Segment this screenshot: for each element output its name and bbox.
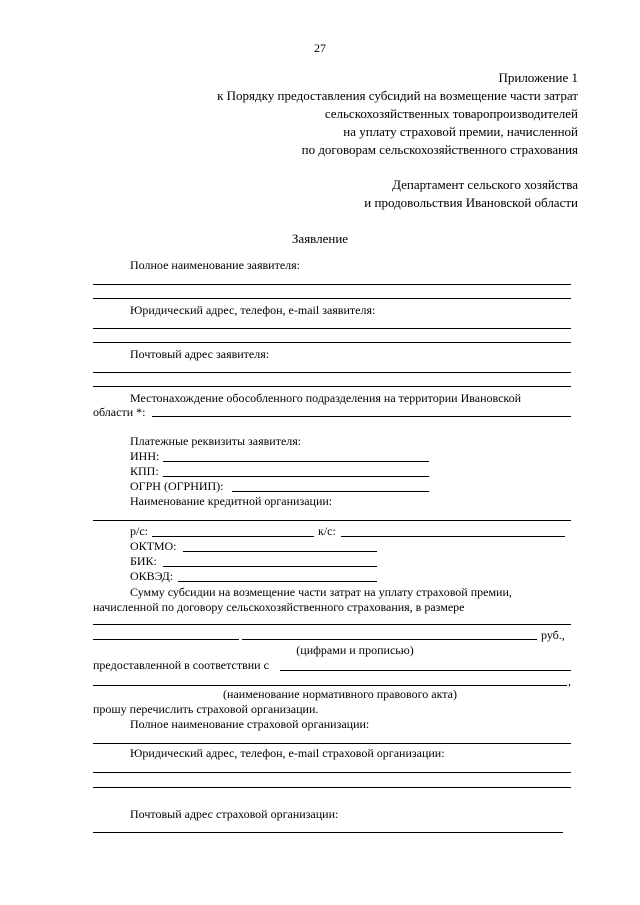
inn-label: ИНН: <box>130 449 160 463</box>
insurer-postal-line[interactable] <box>93 832 563 833</box>
oktmo-label: ОКТМО: <box>130 539 177 553</box>
kpp-field[interactable] <box>163 476 429 477</box>
sum-line-2a[interactable] <box>93 639 239 640</box>
provided-label: предоставленной в соответствии с <box>93 658 269 672</box>
digits-caption: (цифрами и прописью) <box>296 643 414 657</box>
oktmo-field[interactable] <box>183 551 377 552</box>
payment-label: Платежные реквизиты заявителя: <box>130 434 302 448</box>
okved-field[interactable] <box>178 581 377 582</box>
postal-address-line-2[interactable] <box>93 386 571 387</box>
appendix-line-1: Приложение 1 <box>498 70 578 85</box>
insurer-legal-line-2[interactable] <box>93 787 571 788</box>
sum-text-1: Сумму субсидии на возмещение части затрат на уплату страховой премии, <box>130 585 512 599</box>
insurer-postal-label: Почтовый адрес страховой организации: <box>130 807 339 821</box>
addressee-line-2: и продовольствия Ивановской области <box>364 195 578 210</box>
sum-line-1[interactable] <box>93 624 571 625</box>
bank-line[interactable] <box>93 520 571 521</box>
bank-label: Наименование кредитной организации: <box>130 494 333 508</box>
ogrn-field[interactable] <box>232 491 429 492</box>
act-comma: , <box>568 674 571 688</box>
rs-label: р/с: <box>130 524 148 538</box>
full-name-label: Полное наименование заявителя: <box>130 258 300 272</box>
appendix-line-5: по договорам сельскохозяйственного страхования <box>301 142 578 157</box>
postal-address-label: Почтовый адрес заявителя: <box>130 347 270 361</box>
postal-address-line-1[interactable] <box>93 372 571 373</box>
provided-line[interactable] <box>280 670 571 671</box>
bik-label: БИК: <box>130 554 157 568</box>
request-text: прошу перечислить страховой организации. <box>93 702 319 716</box>
rs-field[interactable] <box>152 536 314 537</box>
bik-field[interactable] <box>163 566 377 567</box>
ogrn-label: ОГРН (ОГРНИП): <box>130 479 224 493</box>
addressee-line-1: Департамент сельского хозяйства <box>392 177 578 192</box>
act-line[interactable] <box>93 685 567 686</box>
act-caption: (наименование нормативного правового акта) <box>223 687 457 701</box>
appendix-line-3: сельскохозяйственных товаропроизводителей <box>324 106 578 121</box>
full-name-line-2[interactable] <box>93 298 571 299</box>
legal-address-label: Юридический адрес, телефон, e-mail заявителя: <box>130 303 376 317</box>
ks-field[interactable] <box>341 536 565 537</box>
rub-label: руб., <box>541 628 565 642</box>
legal-address-line-2[interactable] <box>93 342 571 343</box>
legal-address-line-1[interactable] <box>93 328 571 329</box>
document-title: Заявление <box>291 231 349 246</box>
insurer-name-label: Полное наименование страховой организации: <box>130 717 370 731</box>
location-line[interactable] <box>152 416 571 417</box>
kpp-label: КПП: <box>130 464 159 478</box>
location-label: Местонахождение обособленного подразделения на территории Ивановской <box>130 391 522 405</box>
insurer-name-line[interactable] <box>93 743 571 744</box>
inn-field[interactable] <box>163 461 429 462</box>
appendix-line-2: к Порядку предоставления субсидий на возмещение части затрат <box>217 88 578 103</box>
ks-label: к/с: <box>318 524 336 538</box>
okved-label: ОКВЭД: <box>130 569 174 583</box>
insurer-legal-line-1[interactable] <box>93 772 571 773</box>
location-label-2: области *: <box>93 405 146 419</box>
full-name-line-1[interactable] <box>93 284 571 285</box>
insurer-legal-label: Юридический адрес, телефон, e-mail страховой организации: <box>130 746 445 760</box>
page-number: 27 <box>314 41 326 55</box>
sum-line-2b[interactable] <box>242 639 537 640</box>
appendix-line-4: на уплату страховой премии, начисленной <box>343 124 578 139</box>
sum-text-2: начисленной по договору сельскохозяйственного страхования, в размере <box>93 600 465 614</box>
